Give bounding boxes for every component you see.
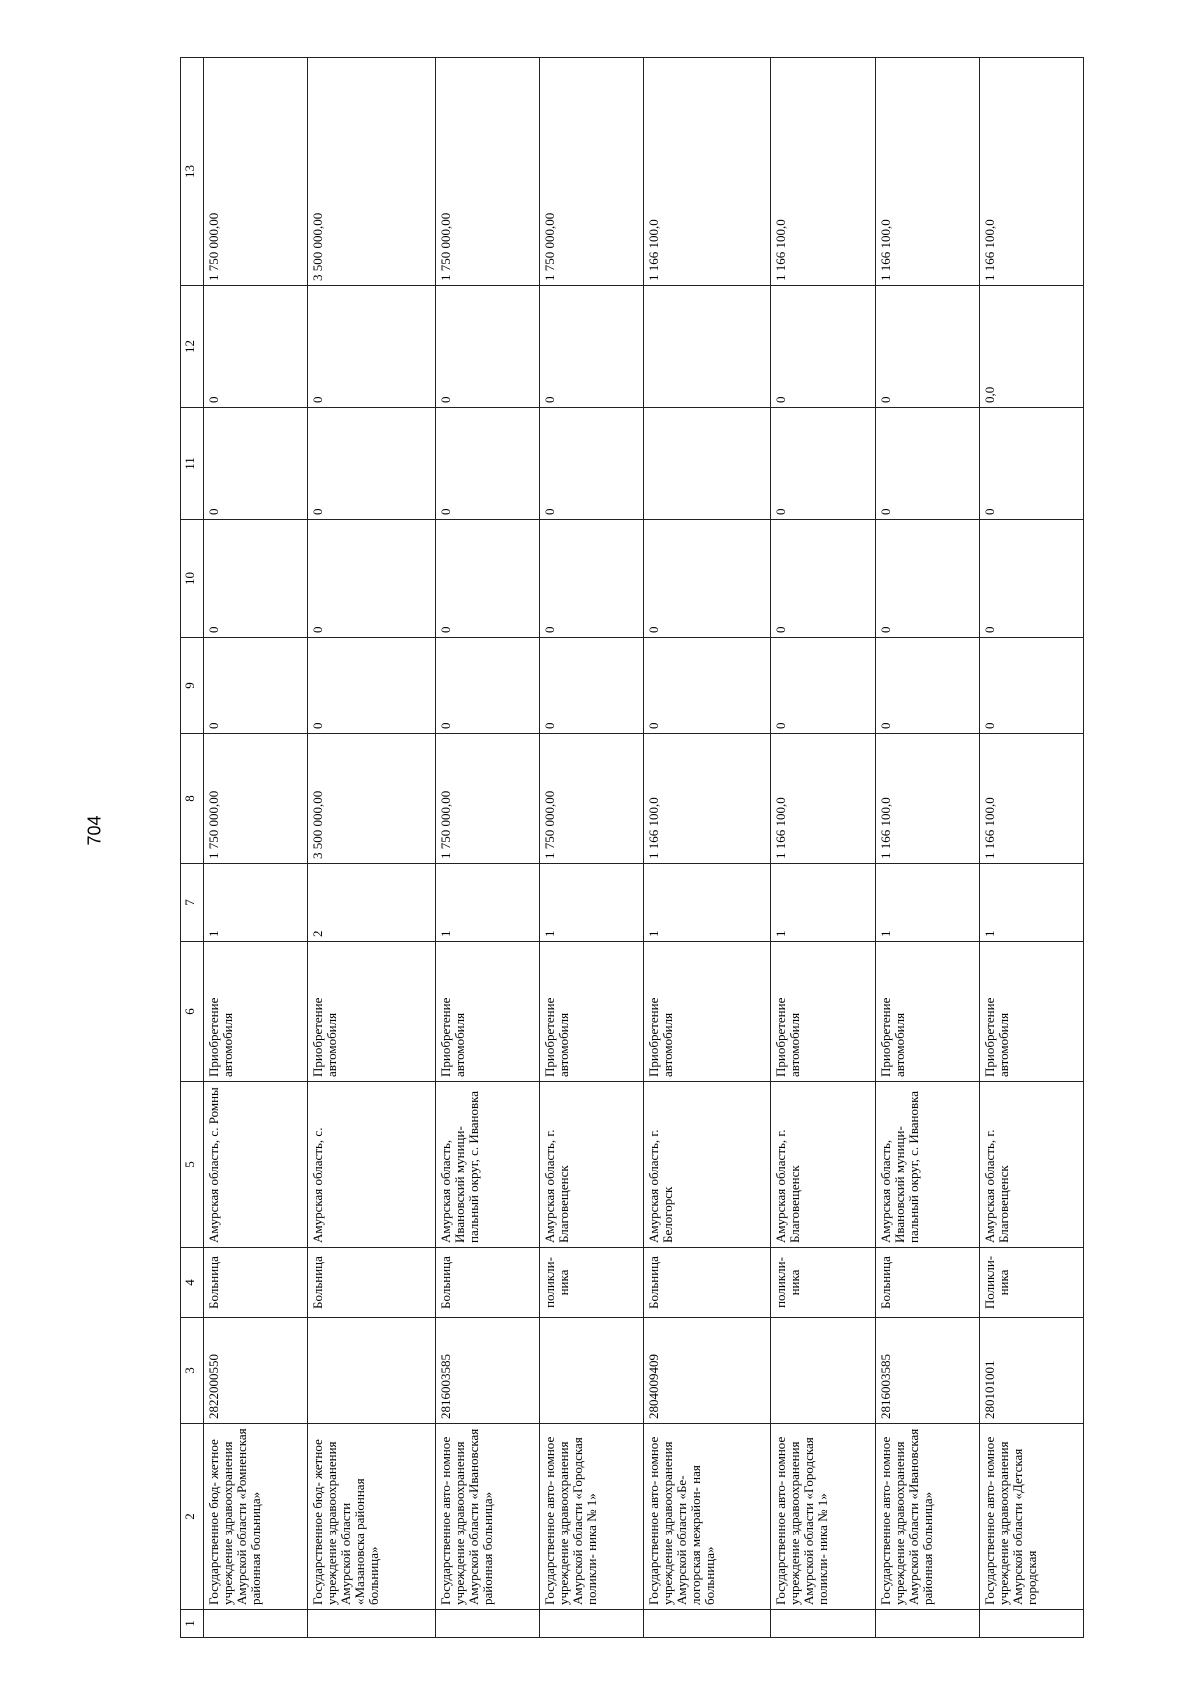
- cell-col-10: 0: [771, 520, 875, 638]
- cell-col-7: 1: [643, 864, 770, 942]
- cell-col-9: 0: [204, 638, 308, 734]
- cell-col-5: Амурская область, г. Белогорск: [643, 1082, 770, 1248]
- cell-col-10: 0: [979, 520, 1083, 638]
- cell-col-4: Поликли- ника: [979, 1248, 1083, 1318]
- cell-col-4: поликли- ника: [539, 1248, 643, 1318]
- cell-col-11: 0: [308, 408, 435, 520]
- table-container: [180, 58, 1084, 1638]
- col-header-12: 12: [181, 286, 204, 408]
- cell-col-8: 1 166 100,0: [643, 734, 770, 864]
- col-header-10: 10: [181, 520, 204, 638]
- table-row: [771, 58, 875, 1638]
- header-row: [181, 58, 204, 1638]
- cell-col-4: поликли- ника: [771, 1248, 875, 1318]
- col-header-3: 3: [181, 1318, 204, 1424]
- cell-col-12: 0: [539, 286, 643, 408]
- cell-col-1: [308, 1610, 435, 1638]
- cell-col-9: 0: [435, 638, 539, 734]
- cell-col-7: 1: [979, 864, 1083, 942]
- cell-col-4: Больница: [308, 1248, 435, 1318]
- cell-col-1: [979, 1610, 1083, 1638]
- cell-col-4: Больница: [435, 1248, 539, 1318]
- cell-col-13: 1 166 100,0: [875, 58, 979, 286]
- cell-col-8: 1 750 000,00: [204, 734, 308, 864]
- cell-col-7: 2: [308, 864, 435, 942]
- cell-col-13: 1 750 000,00: [539, 58, 643, 286]
- cell-col-6: Приобретение автомобиля: [539, 942, 643, 1082]
- cell-col-3: [308, 1318, 435, 1424]
- cell-col-11: 0: [435, 408, 539, 520]
- cell-col-7: 1: [771, 864, 875, 942]
- cell-col-8: 3 500 000,00: [308, 734, 435, 864]
- col-header-9: 9: [181, 638, 204, 734]
- cell-col-12: [643, 286, 770, 408]
- col-header-6: 6: [181, 942, 204, 1082]
- col-header-2: 2: [181, 1424, 204, 1610]
- col-header-1: 1: [181, 1610, 204, 1638]
- table-row: [204, 58, 308, 1638]
- cell-col-5: Амурская область, с.: [308, 1082, 435, 1248]
- cell-col-3: [539, 1318, 643, 1424]
- table-row: [435, 58, 539, 1638]
- cell-col-7: 1: [539, 864, 643, 942]
- table-row: [643, 58, 770, 1638]
- cell-col-12: 0: [875, 286, 979, 408]
- cell-col-9: 0: [643, 638, 770, 734]
- cell-col-3: 2816003585: [875, 1318, 979, 1424]
- col-header-8: 8: [181, 734, 204, 864]
- cell-col-11: 0: [979, 408, 1083, 520]
- cell-col-12: 0,0: [979, 286, 1083, 408]
- cell-col-2: Государственное авто- номное учреждение здравоохранения Амурской области «Городская поликли- ника № 1»: [771, 1424, 875, 1610]
- cell-col-13: 3 500 000,00: [308, 58, 435, 286]
- cell-col-1: [771, 1610, 875, 1638]
- cell-col-7: 1: [204, 864, 308, 942]
- cell-col-12: 0: [771, 286, 875, 408]
- cell-col-5: Амурская область, г. Благовещенск: [539, 1082, 643, 1248]
- cell-col-12: 0: [308, 286, 435, 408]
- table-row: [308, 58, 435, 1638]
- cell-col-13: 1 166 100,0: [643, 58, 770, 286]
- cell-col-4: Больница: [643, 1248, 770, 1318]
- cell-col-2: Государственное бюд- жетное учреждение здравоохранения Амурской области «Мазановска районная больница»: [308, 1424, 435, 1610]
- cell-col-7: 1: [875, 864, 979, 942]
- cell-col-6: Приобретение автомобиля: [643, 942, 770, 1082]
- cell-col-6: Приобретение автомобиля: [204, 942, 308, 1082]
- cell-col-10: 0: [435, 520, 539, 638]
- cell-col-1: [643, 1610, 770, 1638]
- cell-col-1: [204, 1610, 308, 1638]
- cell-col-11: [643, 408, 770, 520]
- cell-col-3: [771, 1318, 875, 1424]
- data-table: [180, 57, 1084, 1638]
- col-header-5: 5: [181, 1082, 204, 1248]
- table-row: [539, 58, 643, 1638]
- cell-col-6: Приобретение автомобиля: [435, 942, 539, 1082]
- cell-col-8: 1 166 100,0: [979, 734, 1083, 864]
- cell-col-5: Амурская область, Ивановский муници- пальный округ, с. Ивановка: [435, 1082, 539, 1248]
- cell-col-3: 2804009409: [643, 1318, 770, 1424]
- cell-col-8: 1 166 100,0: [875, 734, 979, 864]
- cell-col-9: 0: [308, 638, 435, 734]
- cell-col-6: Приобретение автомобиля: [771, 942, 875, 1082]
- cell-col-11: 0: [771, 408, 875, 520]
- cell-col-5: Амурская область, г. Благовещенск: [979, 1082, 1083, 1248]
- cell-col-8: 1 750 000,00: [539, 734, 643, 864]
- cell-col-10: 0: [643, 520, 770, 638]
- cell-col-5: Амурская область, г. Благовещенск: [771, 1082, 875, 1248]
- cell-col-2: Государственное авто- номное учреждение здравоохранения Амурской области «Ивановская районная больница»: [435, 1424, 539, 1610]
- cell-col-11: 0: [204, 408, 308, 520]
- cell-col-1: [435, 1610, 539, 1638]
- cell-col-10: 0: [204, 520, 308, 638]
- cell-col-2: Государственное авто- номное учреждение здравоохранения Амурской области «Городская поликли- ника № 1»: [539, 1424, 643, 1610]
- cell-col-4: Больница: [875, 1248, 979, 1318]
- cell-col-13: 1 750 000,00: [435, 58, 539, 286]
- cell-col-3: 280101001: [979, 1318, 1083, 1424]
- cell-col-2: Государственное авто- номное учреждение здравоохранения Амурской области «Детская городская: [979, 1424, 1083, 1610]
- cell-col-10: 0: [539, 520, 643, 638]
- page-number: 704: [84, 815, 105, 846]
- cell-col-9: 0: [875, 638, 979, 734]
- cell-col-5: Амурская область, с. Ромны: [204, 1082, 308, 1248]
- cell-col-8: 1 166 100,0: [771, 734, 875, 864]
- cell-col-9: 0: [771, 638, 875, 734]
- cell-col-4: Больница: [204, 1248, 308, 1318]
- cell-col-3: 2822000550: [204, 1318, 308, 1424]
- cell-col-6: Приобретение автомобиля: [979, 942, 1083, 1082]
- cell-col-9: 0: [539, 638, 643, 734]
- cell-col-10: 0: [875, 520, 979, 638]
- cell-col-13: 1 166 100,0: [979, 58, 1083, 286]
- cell-col-13: 1 750 000,00: [204, 58, 308, 286]
- cell-col-7: 1: [435, 864, 539, 942]
- cell-col-2: Государственное бюд- жетное учреждение здравоохранения Амурской области «Ромненская районная больница»: [204, 1424, 308, 1610]
- cell-col-11: 0: [539, 408, 643, 520]
- cell-col-1: [875, 1610, 979, 1638]
- cell-col-6: Приобретение автомобиля: [875, 942, 979, 1082]
- cell-col-12: 0: [204, 286, 308, 408]
- cell-col-12: 0: [435, 286, 539, 408]
- table-row: [979, 58, 1083, 1638]
- cell-col-13: 1 166 100,0: [771, 58, 875, 286]
- cell-col-2: Государственное авто- номное учреждение здравоохранения Амурской области «Бе- логорская межрайон- ная больница»: [643, 1424, 770, 1610]
- cell-col-5: Амурская область, Ивановский муници- пальный округ, с. Ивановка: [875, 1082, 979, 1248]
- cell-col-9: 0: [979, 638, 1083, 734]
- col-header-11: 11: [181, 408, 204, 520]
- cell-col-8: 1 750 000,00: [435, 734, 539, 864]
- cell-col-6: Приобретение автомобиля: [308, 942, 435, 1082]
- cell-col-3: 2816003585: [435, 1318, 539, 1424]
- cell-col-11: 0: [875, 408, 979, 520]
- col-header-13: 13: [181, 58, 204, 286]
- cell-col-10: 0: [308, 520, 435, 638]
- cell-col-2: Государственное авто- номное учреждение здравоохранения Амурской области «Ивановская районная больница»: [875, 1424, 979, 1610]
- cell-col-1: [539, 1610, 643, 1638]
- col-header-4: 4: [181, 1248, 204, 1318]
- table-row: [875, 58, 979, 1638]
- col-header-7: 7: [181, 864, 204, 942]
